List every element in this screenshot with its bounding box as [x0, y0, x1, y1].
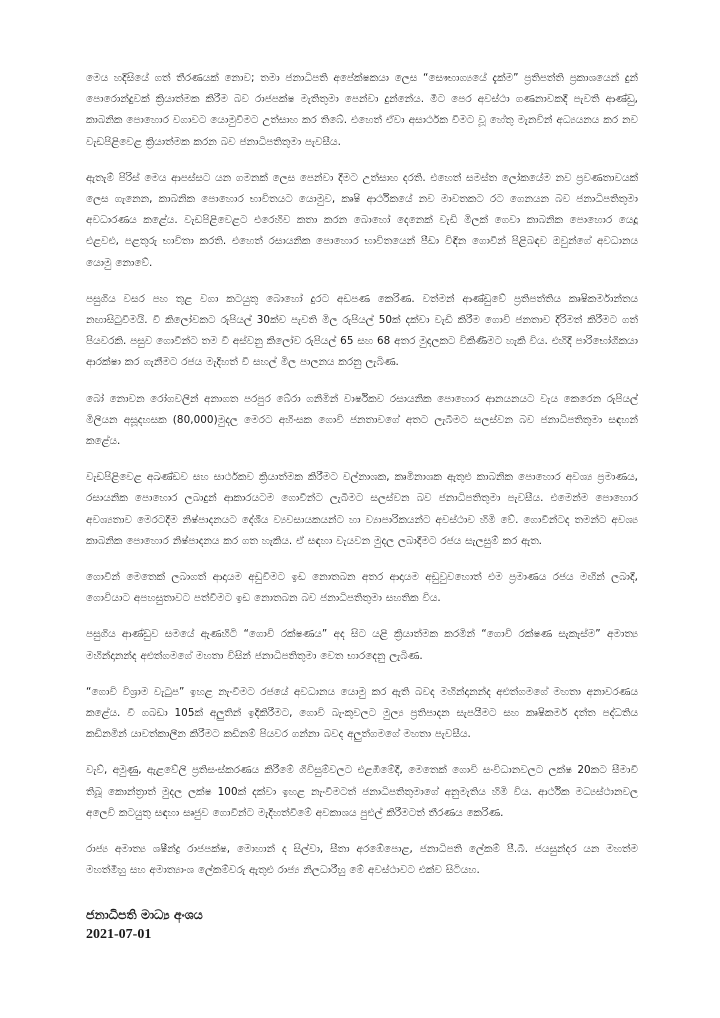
paragraph-2: ඇතැම් පිරිස් මෙය ආපස්සට යන ගමනක් ලෙස පෙන්වා දීමට උත්සාහ දරති. එහෙත් සමස්ත ලෝකයේම නව ප්‍රවණතාවයක් ලෙස ගැනෙන, කාබනික පොහොර භාවිතයට යොමුව, කෘෂි ආර්ථිකයේ නව මාවතකට රට ගෙනයන බව ජනාධිපතිතුමා අවධාරණය කළේය. වැඩපිළිවෙළට එරෙහිව කතා කරන බොහෝ දෙනෙක් වැඩි මිලක් ගෙවා කාබනික පොහොර යෙදූ එළවළු, පළතුරු භාවිතා කරති. එහෙත් රසායනික පොහොර භාවිතයෙන් පීඩා විඳින ගොවීන් පිළිබඳව ඔවුන්ගේ අවධානය යොමු නොවේ.	[86, 171, 638, 269]
paragraph-1: මෙය හදිසියේ ගත් තීරණයක් නොව; තමා ජනාධිපති අපේක්ෂකයා ලෙස “සෞභාග්‍යයේ දැක්ම” ප්‍රතිපත්ති ප්‍රකාශයෙන් දුන් පොරොන්දුවක් ක්‍රියාත්මක කිරීම බව රාජපක්ෂ මැතිතුමා පෙන්වා දුන්නේය. මීට පෙර අවස්ථා ගණනාවකදී පැවති ආණ්ඩු, කාබනික පොහොර වගාවට යොමුවීමට උත්සාහ කර තිබේ. එහෙත් ඒවා අසාර්ථක වීමට වූ හේතු මැනවින් අධ්‍යයනය කර නව වැඩපිළිවෙළ ක්‍රියාත්මක කරන බව ජනාධිපතිතුමා පැවසීය.	[86, 72, 638, 148]
paragraph-10: රාජ්‍ය අමාත්‍ය ශෂීන්ද්‍ර රාජපක්ෂ, මොහාන් ද සිල්වා, සීතා අරඹේපොළ, ජනාධිපති ලේකම් පී.බී. ජයසුන්දර යන මහත්ම මහත්මීහු සහ අමාත්‍යාංශ ලේකම්වරු ඇතුළු රාජ්‍ය නිලධාරීහු මේ අවස්ථාවට එක්ව සිටියහ.	[86, 843, 638, 877]
paragraph-9: වැව්, අමුණු, ඇළවේලි ප්‍රතිසංස්කරණය කිරීමේ ගිවිසුම්වලට එළඹීමේදී, මෙතෙක් ගොවි සංවිධානවලට ලක්ෂ 20කට සීමාවී තිබූ කොන්ත්‍රාත් මුදල ලක්ෂ 100ක් දක්වා ඉහළ නැංවීමටත් ජනාධිපතිතුමාගේ අනුමැතිය හිමි විය. ආර්ථික මධ්‍යස්ථානවල අලෙවි කටයුතු සඳහා සෘජුව ගොවීන්ට මැදිහත්වීමේ අවකාශය පුළුල් කිරීමටත් තීරණය කෙරිණ.	[86, 764, 638, 819]
issuing-department: ජනාධිපති මාධ්‍ය අංශය	[86, 906, 203, 922]
release-date: 2021-07-01	[86, 926, 152, 942]
signature-block	[86, 904, 638, 945]
paragraph-7: පසුගිය ආණ්ඩුව සමයේ ඇණහිටි “ගොවි රක්ෂණය” අද සිට යළි ක්‍රියාත්මක කරමින් “ගොවි රක්ෂණ සැකැස්ම” අමාත්‍ය මහින්දානන්ද අළුත්ගමගේ මහතා විසින් ජනාධිපතිතුමා වෙත භාරදෙනු ලැබිණ.	[86, 628, 638, 662]
paragraph-3: පසුගිය වසර පහ තුළ වගා කටයුතු බොහෝ දුරට අඩපණ කෙරිණ. වත්මන් ආණ්ඩුවේ ප්‍රතිපත්තිය කෘෂිකර්මාන්තය නඟාසිටුවීමයි. වී කිලෝවකට රුපියල් 30ක්ව පැවති මිල රුපියල් 50ක් දක්වා වැඩි කිරීම ගොවි ජනතාව දිරිමත් කිරීමට ගත් පියවරකි. පසුව ගොවීන්ට තම වී අස්වනු කිලෝව රුපියල් 65 සහ 68 අතර මුදලකට විකිණීමට හැකි විය. එහිදී පාරිභෝගිකයා ආරක්ෂා කර ගැනීමට රජය මැදිහත් වී සහල් මිල පාලනය කරනු ලැබිණ.	[86, 292, 638, 369]
paragraph-8: “ගොවි විශ්‍රාම වැටුප” ඉහළ නැංවීමට රජයේ අවධානය යොමු කර ඇති බවද මහින්දානන්ද අළුත්ගමගේ මහතා අනාවරණය කළේය. වී ගබඩා 105ක් අලුතින් ඉදිකිරීමට, ගොවි බැංකුවලට මුල්‍ය ප්‍රතිපාදන සැපයීමට සහ කෘෂිකර්ම දත්ත පද්ධතිය කඩිනමින් යාවත්කාලීන කිරීමට කඩිනම් පියවර ගන්නා බවද අලුත්ගමගේ මහතා පැවසීය.	[86, 685, 638, 741]
paragraph-6: ගොවීන් මෙතෙක් ලබාගත් ආදායම අඩුවීමට ඉඩ නොතබන අතර ආදායම අඩුවුවහොත් එම ප්‍රමාණය රජය මඟින් ලබාදී, ගොවියාට අපහසුතාවට පත්වීමට ඉඩ නොතබන බව ජනාධිපතිතුමා සහතික විය.	[86, 571, 638, 605]
paragraph-5: වැඩපිළිවෙළ අඛණ්ඩව සහ සාර්ථකව ක්‍රියාත්මක කිරීමට වල්නාශක, කෘමිනාශක ඇතුළු කාබනික පොහොර අවශ්‍ය ප්‍රමාණය, රසායනික පොහොර ලබාදුන් ආකාරයටම ගොවීන්ට ලැබීමට සලස්වන බව ජනාධිපතිතුමා පැවසීය. එමෙන්ම පොහොර අවශ්‍යතාව මෙරටදීම නිෂ්පාදනයට දේශීය ව්‍යවසායකයන්ට හා ව්‍යාපාරිකයන්ට අවස්ථාව හිමි වේ. ගොවීන්ටද තමන්ට අවශ්‍ය කාබනික පොහොර නිෂ්පාදනය කර ගත හැකිය. ඒ සඳහා වැයවන මුදල ලබාදීමට රජය සැලසුම් කර ඇත.	[86, 471, 638, 547]
paragraph-4: බෝ නොවන රෝගවලින් අනාගත පරපුර බේරා ගනිමින් වාර්ෂිකව රසායනික පොහොර ආනයනයට වැය කෙරෙන රුපියල් මිලියන අසූදහසක (80,000)මුදල මෙරට අහිංසක ගොවි ජනතාවගේ අතට ලැබීමට සලස්වන බව ජනාධිපතිතුමා සඳහන් කළේය.	[86, 392, 638, 448]
